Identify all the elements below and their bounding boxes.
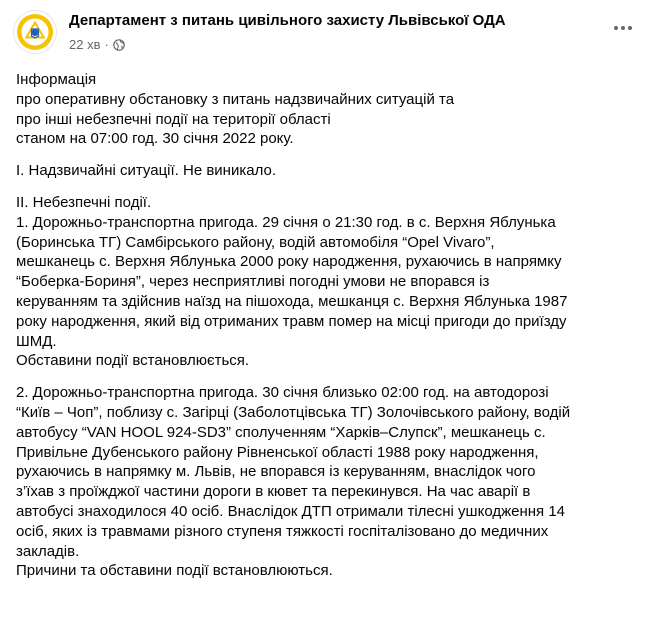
- text-line: закладів.: [16, 542, 80, 560]
- text-line: станом на 07:00 год. 30 січня 2022 року.: [16, 130, 294, 148]
- text-line: Причини та обставини події встановлюються.: [16, 562, 333, 580]
- post-meta: [69, 37, 125, 52]
- text-line: Обставини події встановлюється.: [16, 352, 250, 370]
- page-avatar[interactable]: [13, 10, 57, 54]
- paragraph-emergencies: [16, 161, 641, 181]
- more-dot: [614, 26, 618, 30]
- more-dot: [621, 26, 625, 30]
- more-options-icon[interactable]: [605, 16, 641, 40]
- text-line: Інформація: [16, 71, 97, 88]
- text-line: осіб, яких із травмами різного ступеня тяжкості госпіталізовано до медичних: [16, 522, 549, 540]
- paragraph-heading: [16, 70, 641, 149]
- text-line: автобусі знаходилося 40 осіб. Внаслідок ДТП отримали тілесні ушкодження 14: [16, 502, 566, 520]
- post-header: [13, 10, 641, 60]
- text-line: І. Надзвичайні ситуації. Не виникало.: [16, 162, 277, 180]
- text-line: 1. Дорожньо-транспортна пригода. 29 січня о 21:30 год. в с. Верхня Яблунька: [16, 213, 556, 231]
- page-name-link[interactable]: Департамент з питань цивільного захисту Львівської ОДА: [69, 12, 506, 29]
- text-line: року народження, який від отриманих травм помер на місці пригоди до приїзду: [16, 312, 567, 330]
- post-timestamp[interactable]: 22 хв: [69, 37, 101, 52]
- text-line: 2. Дорожньо-транспортна пригода. 30 січня близько 02:00 год. на автодорозі: [16, 384, 549, 402]
- text-line: рухаючись в напрямку м. Львів, не впорався із керуванням, внаслідок чого: [16, 463, 536, 481]
- civil-defense-emblem-icon: [16, 13, 54, 51]
- post-text: [16, 70, 641, 581]
- text-line: керуванням та здійснив наїзд на пішохода, мешканця с. Верхня Яблунька 1987: [16, 292, 568, 310]
- text-line: мешканець с. Верхня Яблунька 2000 року народження, рухаючись в напрямку: [16, 253, 562, 271]
- text-line: з’їхав з проїжджої частини дороги в кювет та перекинувся. На час аварії в: [16, 483, 531, 501]
- text-line: ШМД.: [16, 332, 57, 350]
- text-line: про оперативну обстановку з питань надзвичайних ситуацій та: [16, 90, 455, 108]
- text-line: Привільне Дубенського району Рівненської області 1988 року народження,: [16, 443, 539, 461]
- globe-icon: [113, 39, 125, 51]
- text-line: про інші небезпечні події на території області: [16, 110, 331, 128]
- text-line: “Боберка-Бориня”, через несприятливі погодні умови не впорався із: [16, 273, 490, 291]
- text-line: автобусу “VAN HOOL 924-SD3” сполученням “Харків–Слупск”, мешканець с.: [16, 423, 546, 441]
- paragraph-incident-1: [16, 193, 641, 371]
- text-line: (Боринська ТГ) Самбірського району, водій автомобіля “Opel Vivaro”,: [16, 233, 495, 251]
- paragraph-incident-2: [16, 383, 641, 581]
- text-line: “Київ – Чоп”, поблизу с. Загірці (Заболотцівська ТГ) Золочівського району, водій: [16, 403, 571, 421]
- meta-separator: ·: [104, 37, 109, 52]
- more-dot: [628, 26, 632, 30]
- text-line: ІІ. Небезпечні події.: [16, 193, 152, 211]
